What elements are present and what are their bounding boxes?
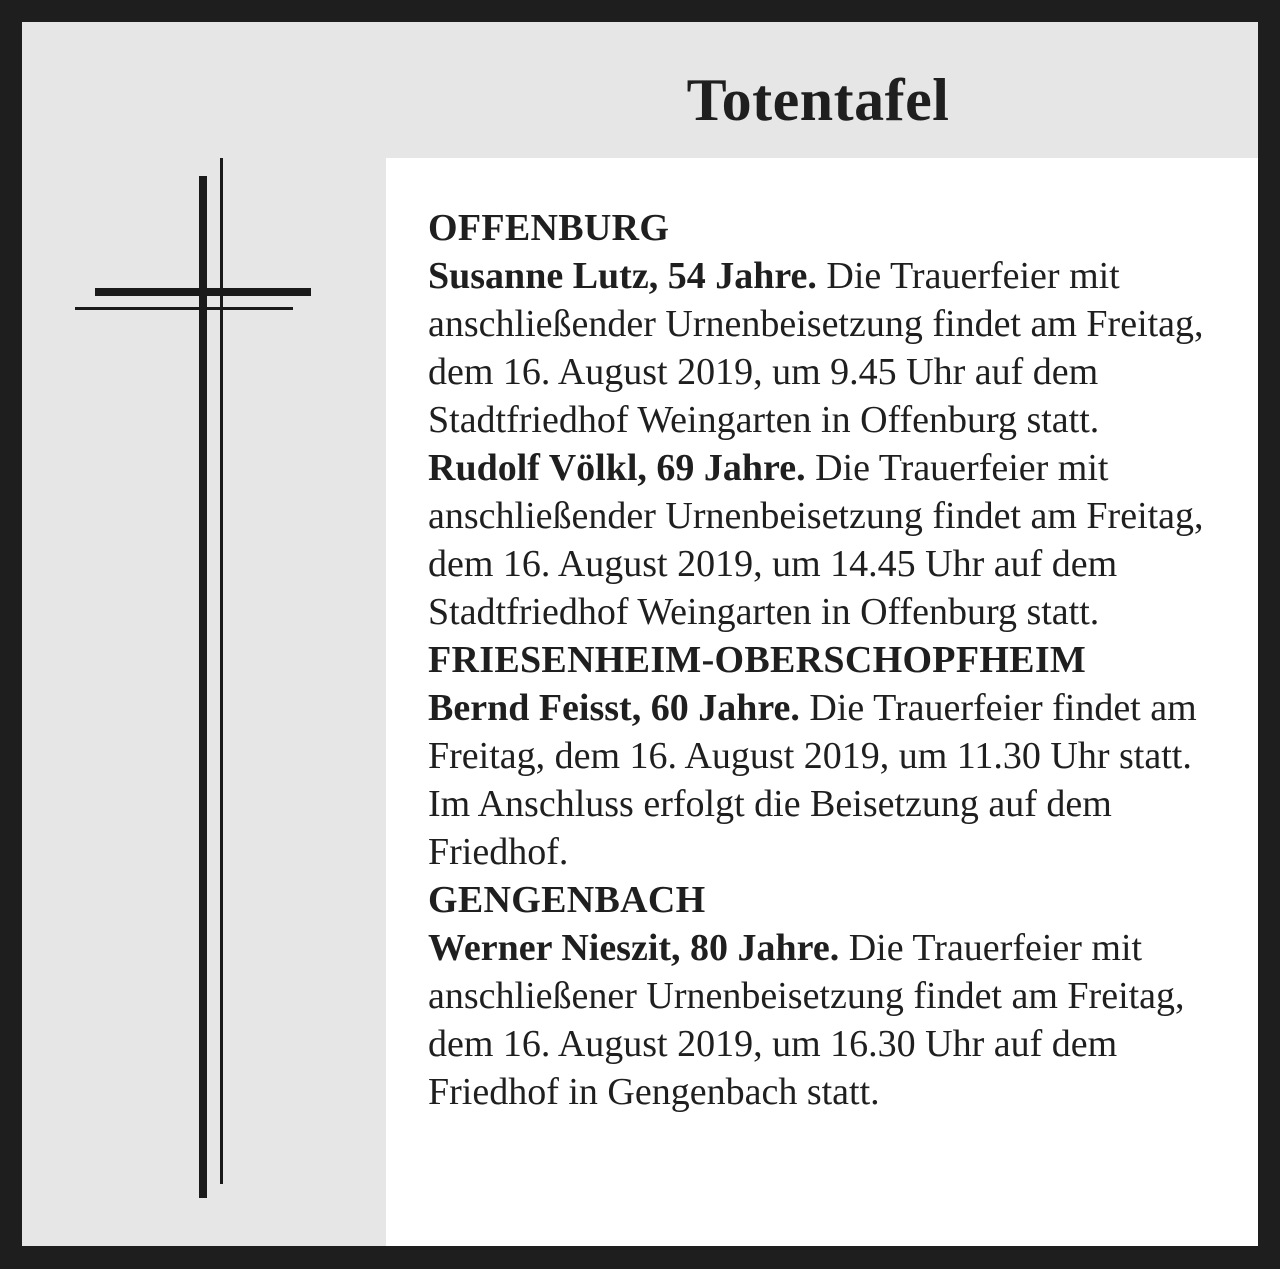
obituary-text: Die Trauerfeier mit anschließender Urnenbeisetzung findet am Freitag, dem 16. August 2019, um 14.45 Uhr auf dem Stadtfriedhof Weingarten in Offenburg statt. — [428, 447, 1204, 633]
deceased-name: Werner Nieszit, 80 Jahre. — [428, 927, 840, 969]
obituary-entry — [428, 924, 1238, 1116]
obituary-entry — [428, 684, 1238, 876]
obituary-text: Die Trauerfeier mit anschließender Urnenbeisetzung findet am Freitag, dem 16. August 2019, um 9.45 Uhr auf dem Stadtfriedhof Weingarten in Offenburg statt. — [428, 255, 1204, 441]
obituary-text: Die Trauerfeier mit anschließener Urnenbeisetzung findet am Freitag, dem 16. August 2019, um 16.30 Uhr auf dem Friedhof in Gengenbach statt. — [428, 927, 1185, 1113]
deceased-name: Bernd Feisst, 60 Jahre. — [428, 687, 800, 729]
page-title: Totentafel — [686, 67, 950, 133]
obituary-list — [386, 158, 1258, 1246]
obituary-entry — [428, 444, 1238, 636]
section-place-offenburg: OFFENBURG — [428, 207, 670, 249]
obituary-text: Die Trauerfeier findet am Freitag, dem 16. August 2019, um 11.30 Uhr statt. Im Anschluss erfolgt die Beisetzung auf dem Friedhof. — [428, 687, 1197, 873]
deceased-name: Rudolf Völkl, 69 Jahre. — [428, 447, 806, 489]
deceased-name: Susanne Lutz, 54 Jahre. — [428, 255, 817, 297]
section-place-friesenheim-oberschopfheim: FRIESENHEIM-OBERSCHOPFHEIM — [428, 639, 1087, 681]
obituary-panel — [22, 22, 1258, 1246]
obituary-entry — [428, 252, 1238, 444]
cross-icon — [22, 22, 386, 1246]
section-place-gengenbach: GENGENBACH — [428, 879, 706, 921]
